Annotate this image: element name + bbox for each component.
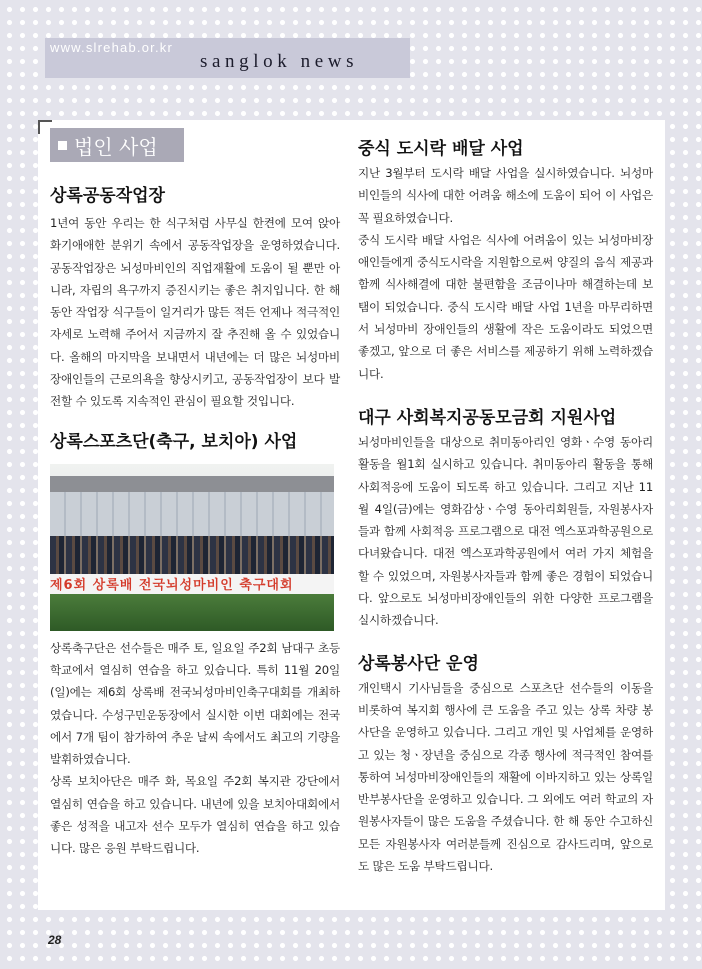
- body-paragraph: 1년여 동안 우리는 한 식구처럼 사무실 한켠에 모여 앉아 화기애애한 분위기 속에서 공동작업장을 운영하였습니다. 공동작업장은 뇌성마비인의 직업재활에 도움이 될 뿐만 아니라, 자립의 욕구까지 증진시키는 좋은 취지입니다. 한 해 동안 작업장 식구들이 일거리가 많든 적든 언제나 적극적인 자세로 노력해 주어서 지금까지 잘 추진해 올 수 있었습니다. 올해의 마지막을 보내면서 내년에는 더 많은 뇌성마비장애인들의 근로의욕을 향상시키고, 공동작업장이 보다 발전할 수 있도록 지속적인 관심이 필요할 것입니다.: [50, 216, 340, 409]
- section-heading: 상록공동작업장: [50, 186, 165, 206]
- body-paragraph: 지난 3월부터 도시락 배달 사업을 실시하였습니다. 뇌성마비인들의 식사에 대한 어려움 해소에 도움이 되어 이 사업은 꼭 필요하였습니다.: [358, 166, 653, 225]
- section-badge-label: 법인 사업: [74, 134, 158, 159]
- team-photo: [50, 464, 334, 631]
- section-badge: [50, 128, 184, 162]
- right-column: [358, 137, 653, 877]
- photo-banner-text: 제6회 상록배 전국뇌성마비인 축구대회: [50, 578, 294, 594]
- page-content: [38, 120, 665, 910]
- newsletter-title: sanglok news: [200, 51, 359, 72]
- square-bullet-icon: [58, 141, 67, 150]
- body-paragraph: 상록축구단은 선수들은 매주 토, 일요일 주2회 남대구 초등학교에서 열심히 연습을 하고 있습니다. 특히 11월 20일(일)에는 제6회 상록배 전국뇌성마비인축구대회를 개최하였습니다. 수성구민운동장에서 실시한 이번 대회에는 전국에서 7개 팀이 참가하여 추운 날씨 속에서도 최고의 기량을 발휘하였습니다.: [50, 640, 340, 767]
- page-number: 28: [48, 933, 62, 947]
- body-paragraph: 개인택시 기사님들을 중심으로 스포츠단 선수들의 이동을 비롯하여 복지회 행사에 큰 도움을 주고 있는 상록 차량 봉사단을 운영하고 있습니다. 그리고 개인 및 사업체를 운영하고 있는 청ㆍ장년을 중심으로 각종 행사에 적극적인 참여를 통하여 뇌성마비장애인들의 재활에 이바지하고 있는 상록일반부봉사단을 운영하고 있습니다. 그 외에도 여러 학교의 자원봉사자들이 많은 도움을 주셨습니다. 한 해 동안 수고하신 모든 자원봉사자 여러분들께 진심으로 감사드리며, 앞으로도 많은 도움 부탁드립니다.: [358, 680, 653, 874]
- site-url: www.slrehab.or.kr: [50, 40, 173, 55]
- body-paragraph: 뇌성마비인들을 대상으로 취미동아리인 영화ㆍ수영 동아리활동을 월1회 실시하고 있습니다. 취미동아리 활동을 통해 사회적응에 도움이 되도록 하고 있습니다. 그리고 지난 11월 4일(금)에는 영화감상ㆍ수영 동아리회원들, 자원봉사자들과 함께 사회적응 프로그램으로 대전 엑스포과학공원으로 다녀왔습니다. 대전 엑스포과학공원에서 여러 가지 체험을 할 수 있었으며, 자원봉사자들과 함께 좋은 경험이 되었습니다. 앞으로도 뇌성마비장애인들의 위한 다양한 프로그램을 실시하겠습니다.: [358, 434, 653, 628]
- section-heading: 상록봉사단 운영: [358, 653, 479, 674]
- body-paragraph: 중식 도시락 배달 사업은 식사에 어려움이 있는 뇌성마비장애인들에게 중식도시락을 지원함으로써 양질의 음식 제공과 함께 식사해결에 대한 불편함을 조금이나마 해결하는데 보탬이 되었습니다. 중식 도시락 배달 사업 1년을 마무리하면서 뇌성마비 장애인들의 생활에 작은 도움이라도 되었으면 좋겠고, 앞으로 더 좋은 서비스를 제공하기 위해 노력하겠습니다.: [358, 232, 653, 381]
- photo-banner: [50, 574, 334, 594]
- section-heading: 대구 사회복지공동모금회 지원사업: [358, 407, 617, 428]
- left-column: [50, 128, 340, 860]
- body-paragraph: 상록 보치아단은 매주 화, 목요일 주2회 복지관 강단에서 열심히 연습을 하고 있습니다. 내년에 있을 보치아대회에서 좋은 성적을 내고자 선수 모두가 열심히 연습을 하고 있습니다. 많은 응원 부탁드립니다.: [50, 774, 340, 856]
- section-heading: 중식 도시락 배달 사업: [358, 139, 524, 159]
- section-heading: 상록스포츠단(축구, 보치아) 사업: [50, 431, 298, 452]
